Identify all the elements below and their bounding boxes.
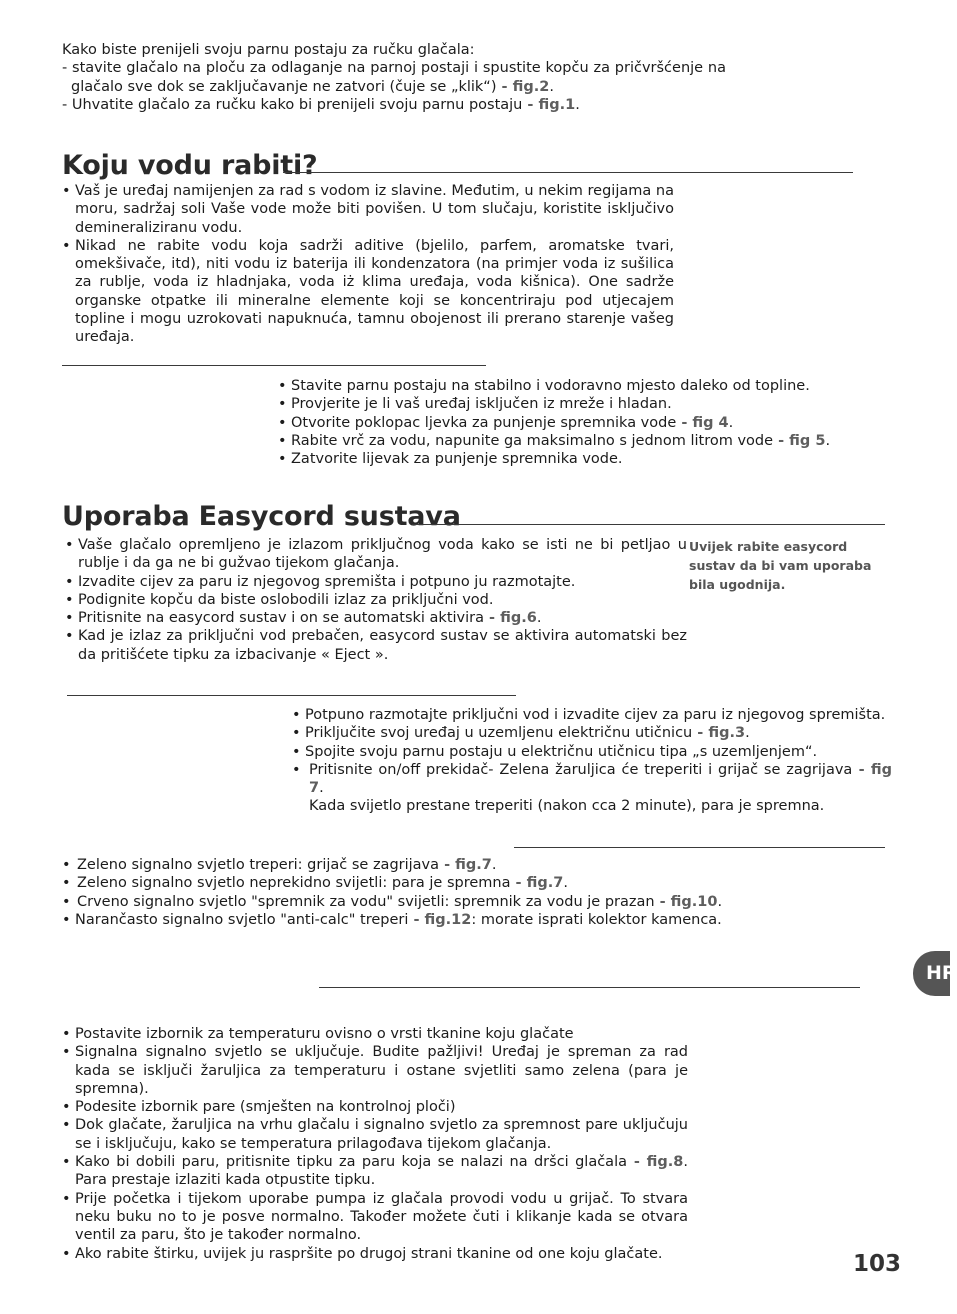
- list-item: • Dok glačate, žaruljica na vrhu glačalu i signalno svjetlo za spremnost pare uključuju se i isključuju, kako se temperatura prilagođava tijekom glačanja.: [62, 1116, 688, 1153]
- fill-section: [278, 377, 838, 468]
- section-divider: [67, 695, 516, 696]
- list-item: • Rabite vrč za vodu, napunite ga maksimalno s jednom litrom vode - fig 5.: [278, 432, 838, 450]
- section-divider: [62, 365, 486, 366]
- signals-section: [62, 856, 742, 929]
- easycord-section: [65, 536, 687, 664]
- side-note: Uvijek rabite easycord sustav da bi vam uporaba bila ugodnija.: [689, 539, 872, 593]
- list-item: • Podignite kopču da biste oslobodili izlaz za priključni vod.: [65, 591, 687, 609]
- fig-reference: - fig.2: [496, 78, 550, 95]
- intro-item-2: - Uhvatite glačalo za ručku kako bi prenijeli svoju parnu postaju - fig.1.: [62, 96, 580, 113]
- list-item: • Kako bi dobili paru, pritisnite tipku za paru koja se nalazi na dršci glačala - fig.8. Para prestaje izlaziti kada otpustite tipku.: [62, 1153, 688, 1190]
- list-item: • Zatvorite lijevak za punjenje spremnika vode.: [278, 450, 838, 468]
- section-divider: [514, 847, 885, 848]
- section-title-rule: [283, 172, 853, 173]
- page-number: 103: [853, 1251, 902, 1277]
- list-item: • Signalna signalno svjetlo se uključuje. Budite pažljivi! Uređaj je spreman za rad kada se isključi žaruljica za temperaturu i ostane svjetliti samo zelena (para je spremna).: [62, 1043, 688, 1098]
- section-divider: [319, 987, 860, 988]
- list-item: • Izvadite cijev za paru iz njegovog spremišta i potpuno ju razmotajte.: [65, 573, 687, 591]
- intro-text: Kako biste prenijeli svoju parnu postaju za ručku glačala:: [62, 42, 475, 58]
- list-item: • Podesite izbornik pare (smješten na kontrolnoj ploči): [62, 1098, 688, 1116]
- list-item: • Spojite svoju parnu postaju u električnu utičnicu tipa „s uzemljenjem“.: [292, 743, 892, 761]
- list-item: • Vaš je uređaj namijenjen za rad s vodom iz slavine. Međutim, u nekim regijama na moru, sadržaj soli Vaše vode može biti povišen. U tom slučaju, koristite isključivo demineraliziranu vodu.: [62, 182, 674, 237]
- list-item: • Narančasto signalno svjetlo "anti-calc" treperi - fig.12: morate isprati kolektor kamenca.: [62, 911, 742, 929]
- fig-reference: - fig 4: [676, 414, 729, 431]
- fig-reference: - fig.1: [522, 96, 576, 113]
- list-item: • Pritisnite on/off prekidač- Zelena žaruljica će treperiti i grijač se zagrijava - fig 7. Kada svijetlo prestane treperiti (nakon cca 2 minute), para je spremna.: [292, 761, 892, 816]
- list-item: • Pritisnite na easycord sustav i on se automatski aktivira - fig.6.: [65, 609, 687, 627]
- list-item: • Vaše glačalo opremljeno je izlazom priključnog voda kako se isti ne bi petljao u rublje i da ga ne bi gužvao tijekom glačanja.: [65, 536, 687, 573]
- fig-reference: - fig.6: [484, 610, 537, 627]
- ironing-section: [62, 1025, 688, 1263]
- list-item: • Kad je izlaz za priključni vod prebačen, easycord sustav se aktivira automatski bez da pritišćete tipku za izbacivanje « Eject ».: [65, 627, 687, 664]
- intro-item-1: - stavite glačalo na ploču za odlaganje na parnoj postaji i spustite kopču za pričvršćenje na glačalo sve dok se zaključavanje ne zatvori (čuje se „klik“) - fig.2.: [62, 60, 726, 95]
- section-title-easycord: Uporaba Easycord sustava: [62, 501, 461, 532]
- list-item: • Priključite svoj uređaj u uzemljenu električnu utičnicu - fig.3.: [292, 724, 892, 742]
- intro-block: [62, 41, 726, 114]
- section-title-rule: [412, 524, 885, 525]
- list-item: • Prije početka i tijekom uporabe pumpa iz glačala provodi vodu u grijač. To stvara neku buku no to je posve normalno. Također možete čuti i klikanje kada se otvara ventil za paru, što je također normalno.: [62, 1190, 688, 1245]
- fig-reference: - fig.3: [692, 725, 746, 742]
- power-section: [292, 706, 892, 816]
- fig-reference: - fig.7: [510, 875, 564, 892]
- section-title-water: Koju vodu rabiti?: [62, 150, 318, 181]
- fig-reference: - fig.12: [408, 911, 472, 928]
- list-item: • Potpuno razmotajte priključni vod i izvadite cijev za paru iz njegovog spremišta.: [292, 706, 892, 724]
- list-item: • Stavite parnu postaju na stabilno i vodoravno mjesto daleko od topline.: [278, 377, 838, 395]
- list-item: • Crveno signalno svjetlo "spremnik za vodu" svijetli: spremnik za vodu je prazan - fig.10.: [62, 893, 742, 911]
- language-tab: HR: [913, 951, 950, 996]
- fig-reference: - fig 7: [309, 761, 892, 797]
- list-item: • Provjerite je li vaš uređaj isključen iz mreže i hladan.: [278, 395, 838, 413]
- fig-reference: - fig.7: [439, 857, 492, 873]
- fig-reference: - fig.8: [626, 1154, 684, 1171]
- list-item: • Nikad ne rabite vodu koja sadrži aditive (bjelilo, parfem, aromatske tvari, omekšivače, itd), niti vodu iz baterija ili kondenzatora (na primjer voda iz sušilica za rublje, voda iz hladnjaka, voda iż klima uređaja, voda kišnica). One sadrže organske otpatke ili mineralne elemente koji se koncentriraju pod utjecajem topline i mogu uzrokovati napuknuća, tamnu obojenost ili prerano starenje vašeg uređaja.: [62, 237, 674, 347]
- list-item: • Otvorite poklopac ljevka za punjenje spremnika vode - fig 4.: [278, 414, 838, 432]
- fig-reference: - fig 5: [773, 432, 826, 449]
- list-item: • Ako rabite štirku, uvijek ju raspršite po drugoj strani tkanine od one koju glačate.: [62, 1245, 688, 1263]
- fig-reference: - fig.10: [654, 893, 718, 910]
- water-section: [62, 182, 674, 347]
- list-item: • Zeleno signalno svjetlo treperi: grijač se zagrijava - fig.7.: [62, 856, 742, 874]
- list-item: • Zeleno signalno svjetlo neprekidno svijetli: para je spremna - fig.7.: [62, 874, 742, 892]
- list-item: • Postavite izbornik za temperaturu ovisno o vrsti tkanine koju glačate: [62, 1025, 688, 1043]
